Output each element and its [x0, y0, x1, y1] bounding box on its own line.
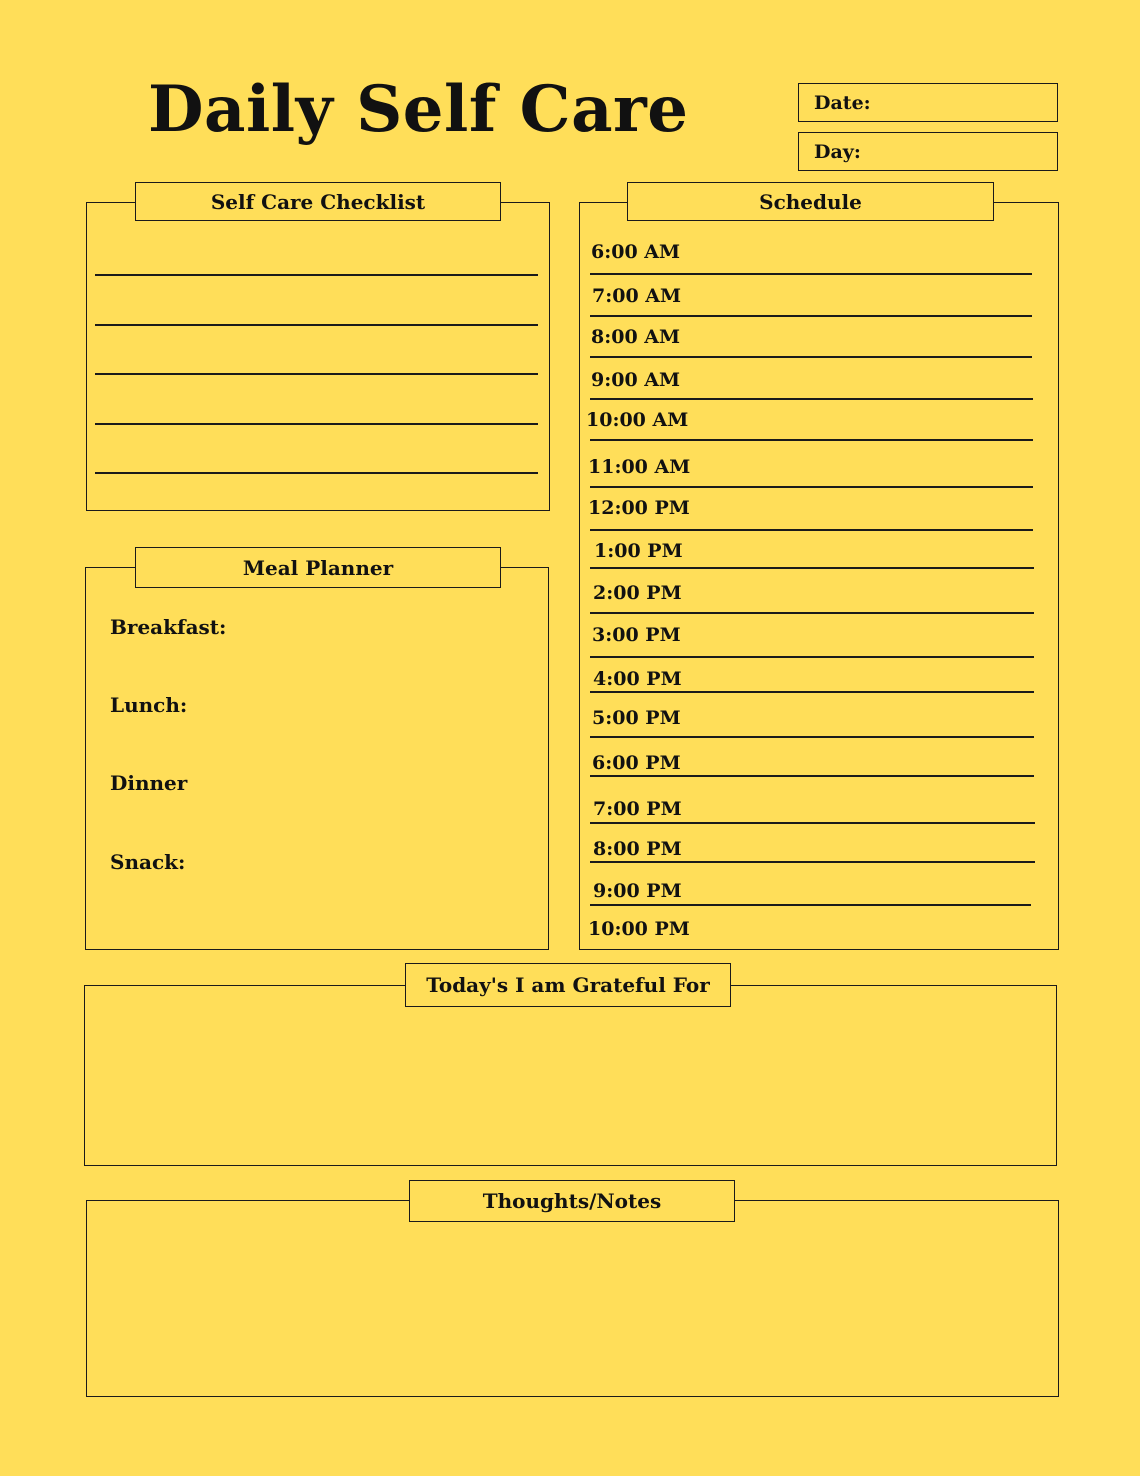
schedule-time: 5:00 PM — [592, 707, 681, 729]
checklist-box — [86, 202, 550, 511]
schedule-time: 8:00 AM — [591, 326, 681, 348]
schedule-time: 11:00 AM — [588, 456, 691, 478]
schedule-time: 9:00 AM — [591, 369, 681, 391]
meal-lunch-label: Lunch: — [110, 693, 188, 717]
schedule-time: 1:00 PM — [594, 540, 683, 562]
meal-dinner-label: Dinner — [110, 771, 188, 795]
schedule-time: 10:00 PM — [588, 918, 690, 940]
schedule-time: 2:00 PM — [593, 582, 682, 604]
checklist-line[interactable] — [95, 373, 538, 375]
checklist-line[interactable] — [95, 423, 538, 425]
schedule-line[interactable] — [590, 904, 1031, 906]
schedule-time: 6:00 PM — [592, 752, 681, 774]
schedule-line[interactable] — [590, 656, 1034, 658]
notes-title: Thoughts/Notes — [409, 1180, 735, 1222]
schedule-line[interactable] — [590, 273, 1032, 275]
schedule-time: 3:00 PM — [592, 624, 681, 646]
schedule-time: 12:00 PM — [588, 497, 690, 519]
schedule-line[interactable] — [590, 356, 1032, 358]
schedule-line[interactable] — [590, 612, 1034, 614]
schedule-line[interactable] — [590, 398, 1033, 400]
page-title: Daily Self Care — [148, 72, 689, 147]
schedule-line[interactable] — [590, 691, 1034, 693]
schedule-time: 10:00 AM — [586, 409, 689, 431]
schedule-time: 8:00 PM — [593, 838, 682, 860]
grateful-box — [84, 985, 1057, 1166]
checklist-line[interactable] — [95, 274, 538, 276]
schedule-line[interactable] — [590, 315, 1032, 317]
schedule-time: 7:00 PM — [593, 798, 682, 820]
schedule-time: 7:00 AM — [592, 285, 682, 307]
checklist-title: Self Care Checklist — [135, 182, 501, 221]
schedule-line[interactable] — [590, 822, 1035, 824]
day-field[interactable] — [798, 132, 1058, 171]
schedule-line[interactable] — [590, 775, 1034, 777]
date-field[interactable] — [798, 83, 1058, 122]
meal-breakfast-label: Breakfast: — [110, 615, 227, 639]
meal-planner-title: Meal Planner — [135, 547, 501, 588]
meal-snack-label: Snack: — [110, 850, 186, 874]
schedule-time: 6:00 AM — [591, 241, 681, 263]
schedule-line[interactable] — [590, 439, 1033, 441]
schedule-line[interactable] — [590, 861, 1035, 863]
grateful-title: Today's I am Grateful For — [405, 963, 731, 1007]
notes-box — [86, 1200, 1059, 1397]
day-label: Day: — [814, 140, 861, 163]
date-label: Date: — [814, 91, 871, 114]
schedule-line[interactable] — [590, 529, 1033, 531]
schedule-time: 4:00 PM — [593, 668, 682, 690]
schedule-title: Schedule — [627, 182, 994, 221]
schedule-line[interactable] — [590, 486, 1033, 488]
checklist-line[interactable] — [95, 472, 538, 474]
schedule-line[interactable] — [590, 567, 1034, 569]
checklist-line[interactable] — [95, 324, 538, 326]
schedule-time: 9:00 PM — [593, 880, 682, 902]
schedule-line[interactable] — [590, 736, 1034, 738]
